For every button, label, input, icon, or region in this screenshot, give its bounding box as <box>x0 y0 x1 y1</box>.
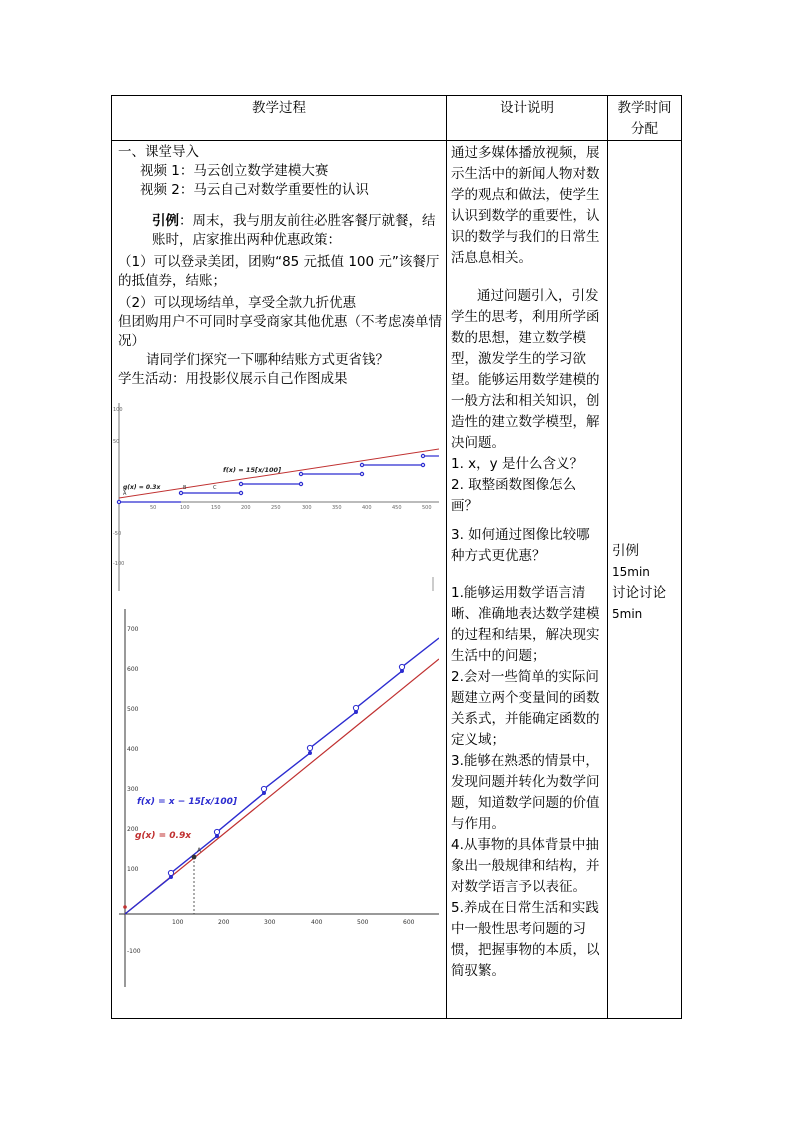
graph1-ytick: 100 <box>113 407 123 413</box>
graph2-xtick: 100 <box>172 919 184 926</box>
time-value2: 5min <box>612 607 643 621</box>
graph1-point-label: A <box>123 491 127 497</box>
graph1-ytick: 50 <box>113 439 120 445</box>
graph2-ytick: 400 <box>127 746 139 753</box>
process-cell <box>112 141 447 1019</box>
graph1-xtick: 250 <box>271 505 281 511</box>
graph1-xtick: 450 <box>392 505 402 511</box>
design-p2: 通过问题引入，引发学生的思考，利用所学函数的思想，建立数学模型，激发学生的学习欲望。能够运用数学建模的一般方法和相关知识，创造性的建立数学模型，解决问题。 <box>451 288 600 451</box>
graph2-origin-point <box>123 905 127 909</box>
graph2-ytick: 300 <box>127 786 139 793</box>
graph2-point-label: A <box>197 847 202 854</box>
design-goal5: 5.养成在日常生活和实践中一般性思考问题的习惯，把握事物的本质，以简驭繁。 <box>451 900 600 979</box>
graph2-ytick: -100 <box>127 948 141 955</box>
graph1-xtick: 300 <box>302 505 312 511</box>
graph2-f-label: f(x) = x − 15[x/100] <box>137 797 237 807</box>
graph1-f-label: f(x) = 15[x/100] <box>223 466 282 474</box>
design-p1: 通过多媒体播放视频，展示生活中的新闻人物对数学的观点和做法，使学生认识到数学的重要性，认识的数学与我们的日常生活息息相关。 <box>451 145 600 266</box>
graph2-g-label: g(x) = 0.9x <box>135 831 192 841</box>
header-process: 教学过程 <box>112 96 447 141</box>
lesson-plan-table <box>111 95 682 1019</box>
time-cell <box>608 141 682 1019</box>
graph2-xtick: 300 <box>264 919 276 926</box>
graph1-ytick: -100 <box>113 561 125 567</box>
graph1-xtick: 50 <box>150 505 157 511</box>
design-q3: 3. 如何通过图像比较哪种方式更优惠？ <box>451 527 590 564</box>
graph1-ytick: -50 <box>113 531 122 537</box>
graph1-point-label: B <box>183 485 187 491</box>
design-q1: 1. x，y 是什么含义？ <box>451 456 583 472</box>
design-goal1: 1.能够运用数学语言清晰、准确地表达数学建模的过程和结果，解决现实生活中的问题； <box>451 585 600 664</box>
graph1-xtick: 200 <box>241 505 251 511</box>
graph1-point-label: C <box>213 485 217 491</box>
design-q2: 2. 取整函数图像怎么画？ <box>451 477 577 514</box>
graph2-ytick: 200 <box>127 826 139 833</box>
content-row <box>112 141 682 1019</box>
graph1-g-label: g(x) = 0.3x <box>123 484 161 491</box>
graph2-xtick: 500 <box>357 919 369 926</box>
design-goal3: 3.能够在熟悉的情景中，发现问题并转化为数学问题，知道数学问题的价值与作用。 <box>451 753 600 832</box>
video2-text: 视频 2：马云自己对数学重要性的认识 <box>140 182 369 198</box>
time-label2: 讨论讨论 <box>612 585 666 601</box>
graph1-xtick: 150 <box>211 505 221 511</box>
graph2-plot <box>113 607 439 989</box>
graph1-xtick: 350 <box>332 505 342 511</box>
header-design: 设计说明 <box>447 96 608 141</box>
activity-text: 学生活动：用投影仪展示自己作图成果 <box>118 371 348 387</box>
graph2-xtick: 400 <box>311 919 323 926</box>
option2-text: （2）可以现场结单，享受全款九折优惠 <box>118 295 357 311</box>
design-cell <box>447 141 608 1019</box>
graph2-ytick: 700 <box>127 626 139 633</box>
intro-paragraph <box>118 212 443 250</box>
graph2-ytick: 500 <box>127 706 139 713</box>
graph2-xtick: 600 <box>403 919 415 926</box>
graph1-plot <box>113 395 439 593</box>
graph2-ytick: 600 <box>127 666 139 673</box>
design-goal2: 2.会对一些简单的实际问题建立两个变量间的函数关系式，并能确定函数的定义域； <box>451 669 600 748</box>
section-title: 一、课堂导入 <box>118 144 199 160</box>
question-text: 请同学们探究一下哪种结账方式更省钱？ <box>146 352 389 368</box>
time-value1: 15min <box>612 565 650 579</box>
design-goal4: 4.从事物的具体背景中抽象出一般规律和结构，并对数学语言予以表征。 <box>451 837 600 895</box>
header-time: 教学时间分配 <box>608 96 682 141</box>
graph1-xtick: 500 <box>422 505 432 511</box>
constraint-text: 但团购用户不可同时享受商家其他优惠（不考虑凑单情况） <box>118 314 442 349</box>
option1-text: （1）可以登录美团，团购“85 元抵值 100 元”该餐厅的抵值券，结账； <box>118 254 440 289</box>
video1-text: 视频 1：马云创立数学建模大赛 <box>140 163 329 179</box>
time-label1: 引例 <box>612 543 639 559</box>
graph1-xtick: 400 <box>362 505 372 511</box>
graph2-ytick: 100 <box>127 866 139 873</box>
header-row <box>112 96 682 141</box>
graph2-xtick: 200 <box>218 919 230 926</box>
intro-label: 引例 <box>152 213 179 229</box>
intro-text: ：周末，我与朋友前往必胜客餐厅就餐，结账时，店家推出两种优惠政策： <box>152 213 436 248</box>
graph1-xtick: 100 <box>180 505 190 511</box>
